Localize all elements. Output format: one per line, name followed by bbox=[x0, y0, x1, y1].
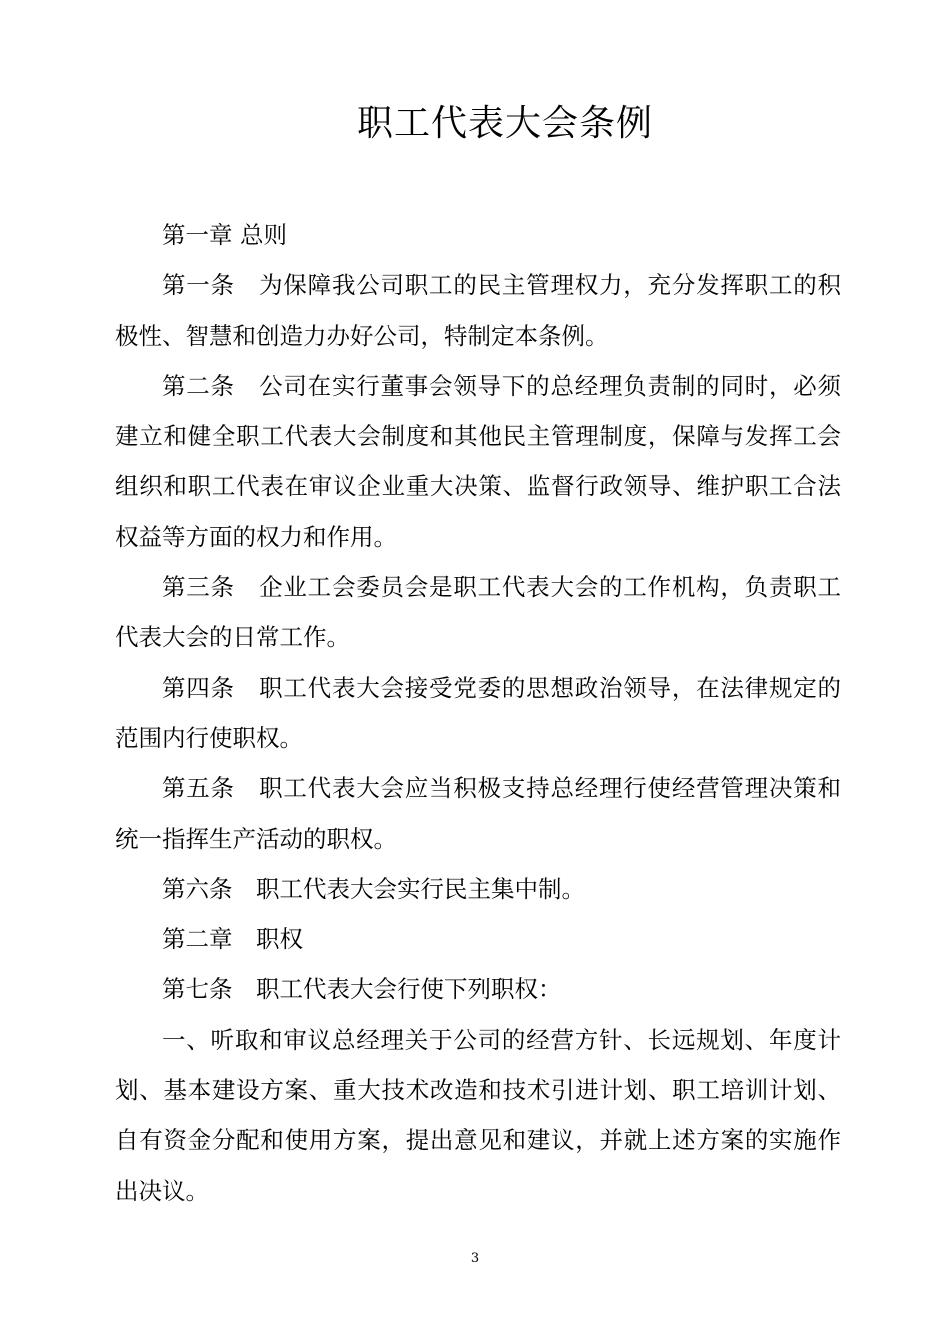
article-paragraph: 第二条 公司在实行董事会领导下的总经理负责制的同时，必须建立和健全职工代表大会制度和其他民主管理制度，保障与发挥工会组织和职工代表在审议企业重大决策、监督行政领导、维护职工合法权益等方面的权力和作用。 bbox=[115, 371, 841, 551]
chapter-heading: 第二章 职权 bbox=[162, 925, 303, 954]
document-title: 职工代表大会条例 bbox=[356, 103, 653, 144]
article-paragraph: 第六条 职工代表大会实行民主集中制。 bbox=[162, 874, 585, 903]
article-paragraph: 第一条 为保障我公司职工的民主管理权力，充分发挥职工的积极性、智慧和创造力办好公司，特制定本条例。 bbox=[115, 271, 841, 350]
article-paragraph: 第三条 企业工会委员会是职工代表大会的工作机构，负责职工代表大会的日常工作。 bbox=[115, 573, 841, 652]
list-item-paragraph: 一、听取和审议总经理关于公司的经营方针、长远规划、年度计划、基本建设方案、重大技术改造和技术引进计划、职工培训计划、自有资金分配和使用方案，提出意见和建议，并就上述方案的实施作出决议。 bbox=[115, 1025, 841, 1205]
article-paragraph: 第七条 职工代表大会行使下列职权： bbox=[162, 975, 562, 1004]
document-body bbox=[115, 210, 841, 1216]
article-paragraph: 第五条 职工代表大会应当积极支持总经理行使经营管理决策和统一指挥生产活动的职权。 bbox=[115, 774, 841, 853]
chapter-heading: 第一章 总则 bbox=[162, 221, 287, 249]
page-number: 3 bbox=[470, 1251, 480, 1266]
article-paragraph: 第四条 职工代表大会接受党委的思想政治领导，在法律规定的范围内行使职权。 bbox=[115, 673, 841, 752]
